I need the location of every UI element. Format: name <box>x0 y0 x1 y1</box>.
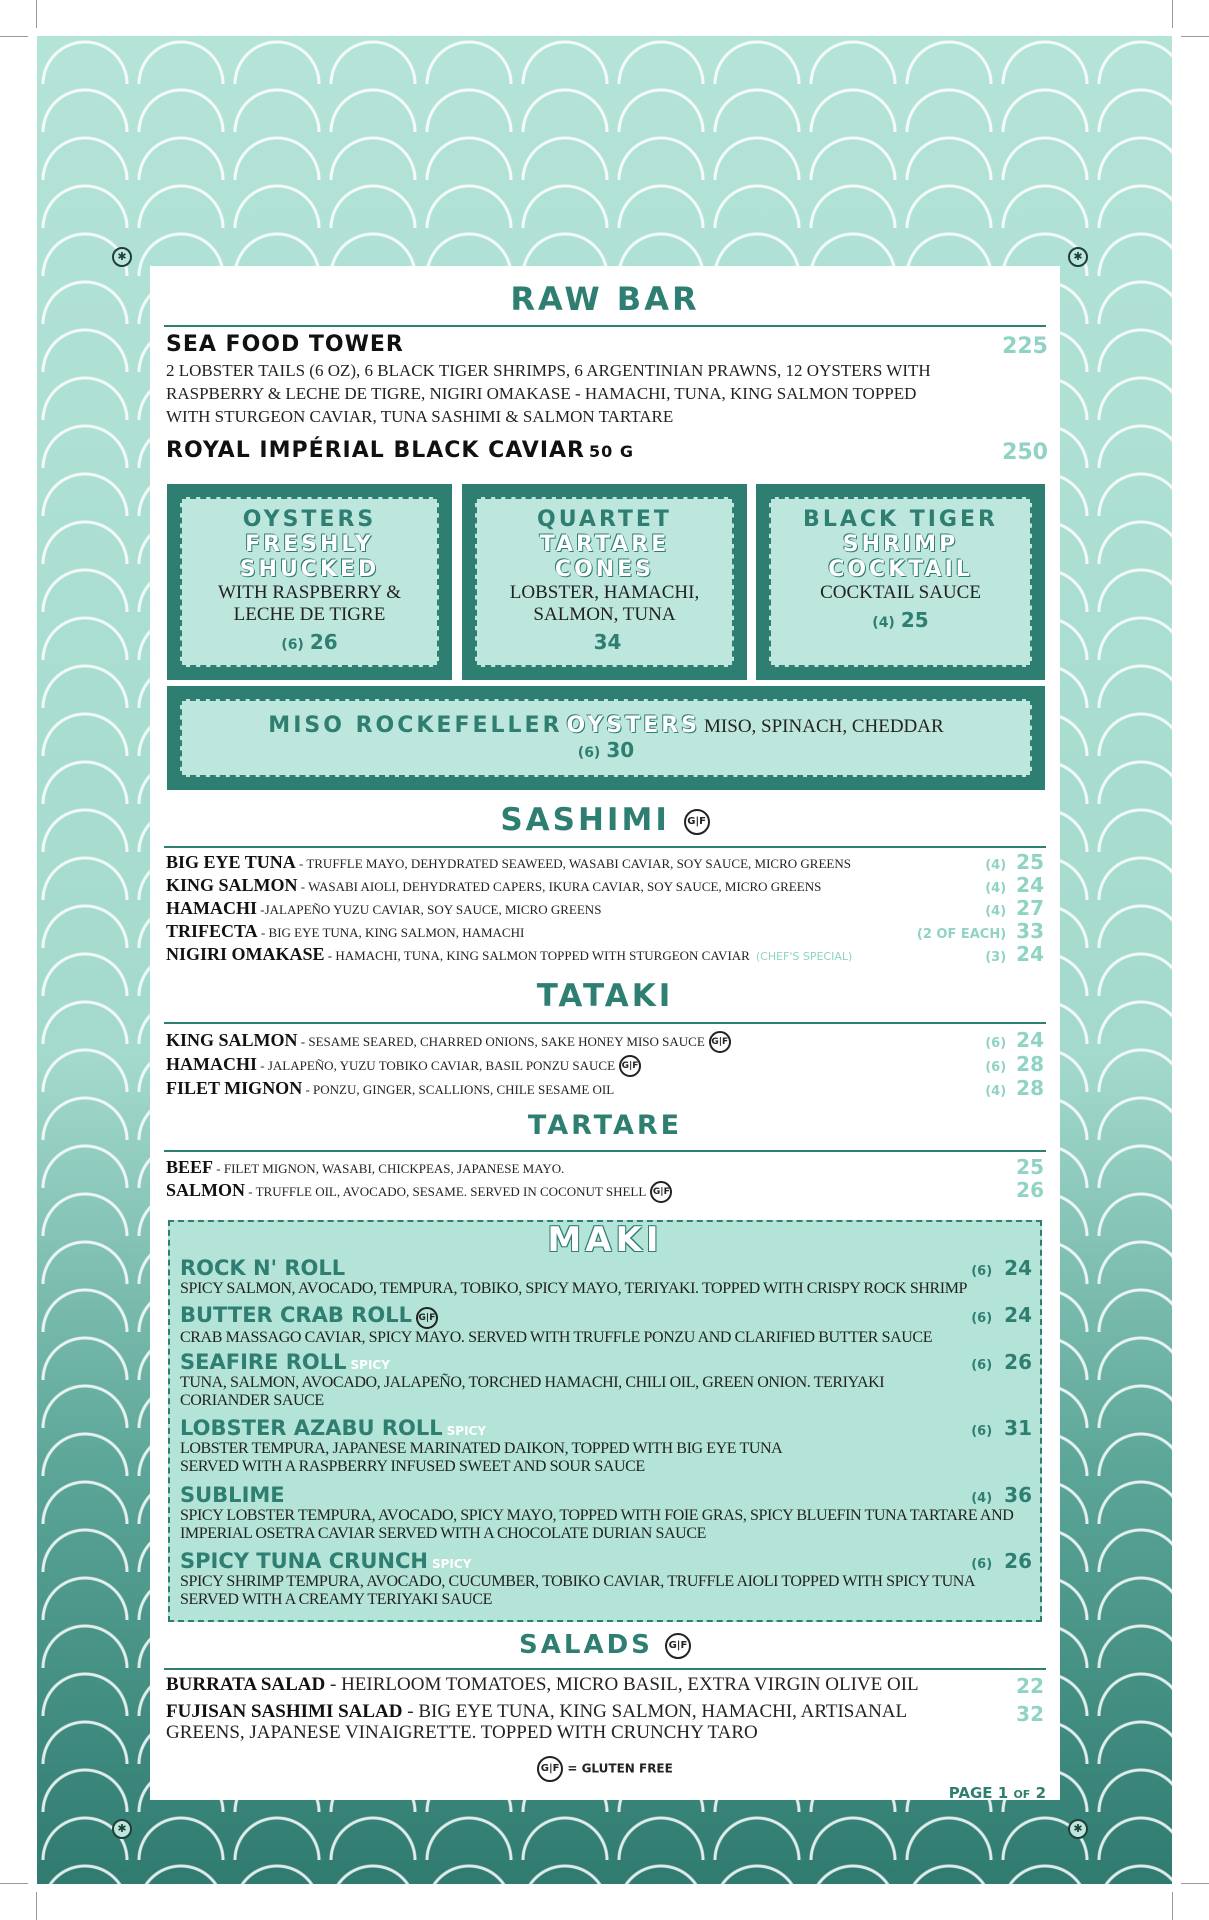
gluten-free-icon: G|F <box>665 1633 691 1659</box>
seafood-tower <box>166 332 946 428</box>
sashimi-item: BIG EYE TUNA - TRUFFLE MAYO, DEHYDRATED SEAWEED, WASABI CAVIAR, SOY SAUCE, MICRO GREENS (4) 25 <box>166 850 1044 874</box>
sashimi-title <box>150 802 1060 838</box>
section-rule <box>164 846 1046 848</box>
shrimp-cocktail-box <box>756 484 1045 680</box>
quartet-box <box>462 484 747 680</box>
gluten-free-icon: G|F <box>684 809 710 835</box>
sashimi-item: NIGIRI OMAKASE - HAMACHI, TUNA, KING SALMON TOPPED WITH STURGEON CAVIAR (CHEF'S SPECIAL) (3) 24 <box>166 942 1044 966</box>
spicy-label: SPICY <box>446 1424 487 1438</box>
box-line3: SHUCKED <box>239 557 380 582</box>
section-rule <box>164 1150 1046 1152</box>
box-line3: COCKTAIL <box>828 557 973 582</box>
tataki-item: FILET MIGNON - PONZU, GINGER, SCALLIONS, CHILE SESAME OIL (4) 28 <box>166 1076 1044 1100</box>
crop-mark <box>36 1892 37 1920</box>
tartare-item: BEEF - FILET MIGNON, WASABI, CHICKPEAS, JAPANESE MAYO. 25 <box>166 1155 1044 1179</box>
box-desc: LOBSTER, HAMACHI, SALMON, TUNA <box>509 582 700 625</box>
maki-item: BUTTER CRAB ROLL G|F CRAB MASSAGO CAVIAR, SPICY MAYO. SERVED WITH TRUFFLE PONZU AND CLARIFIED BUTTER SAUCE (6) 24 <box>180 1303 1032 1347</box>
tartare-title: TARTARE <box>527 1110 683 1141</box>
crop-mark <box>1172 0 1173 28</box>
crop-mark <box>0 1883 28 1884</box>
maki-item: LOBSTER AZABU ROLL SPICY LOBSTER TEMPURA, JAPANESE MARINATED DAIKON, TOPPED WITH BIG EYE TUNA SERVED WITH A RASPBERRY INFUSED SWEET AND SOUR SAUCE (6) 31 <box>180 1416 1032 1475</box>
tartare-item: SALMON - TRUFFLE OIL, AVOCADO, SESAME. SERVED IN COCONUT SHELL G|F 26 <box>166 1178 1044 1202</box>
salad-item: FUJISAN SASHIMI SALAD - BIG EYE TUNA, KING SALMON, HAMACHI, ARTISANAL GREENS, JAPANESE VINAIGRETTE. TOPPED WITH CRUNCHY TARO 32 <box>166 1701 1044 1743</box>
sashimi-item: TRIFECTA - BIG EYE TUNA, KING SALMON, HAMACHI (2 OF EACH) 33 <box>166 919 1044 943</box>
box-line1: OYSTERS <box>242 507 377 532</box>
seafood-tower-name: SEA FOOD TOWER <box>166 332 404 357</box>
crop-mark <box>1181 1883 1209 1884</box>
gluten-free-icon: G|F <box>537 1756 563 1782</box>
miso-qty: (6) <box>577 745 601 761</box>
rivet-icon: ✱ <box>1068 1819 1088 1839</box>
box-line2: SHRIMP <box>842 532 959 557</box>
maki-item: SEAFIRE ROLL SPICY TUNA, SALMON, AVOCADO, JALAPEÑO, TORCHED HAMACHI, CHILI OIL, GREEN ONION. TERIYAKI CORIANDER SAUCE (6) 26 <box>180 1350 1032 1409</box>
maki-item: SUBLIME SPICY LOBSTER TEMPURA, AVOCADO, SPICY MAYO, TOPPED WITH FOIE GRAS, SPICY BLUEFIN TUNA TARTARE AND IMPERIAL OSETRA CAVIAR SERVED WITH A CHOCOLATE DURIAN SAUCE (4) 36 <box>180 1483 1032 1542</box>
salads-title-text: SALADS <box>519 1630 653 1660</box>
rivet-icon: ✱ <box>1068 247 1088 267</box>
rivet-icon: ✱ <box>112 247 132 267</box>
section-rule <box>164 1668 1046 1670</box>
crop-mark <box>1181 36 1209 37</box>
maki-item: ROCK N' ROLL SPICY SALMON, AVOCADO, TEMPURA, TOBIKO, SPICY MAYO, TERIYAKI. TOPPED WITH CRISPY ROCK SHRIMP (6) 24 <box>180 1256 1032 1297</box>
salads-title <box>150 1630 1060 1660</box>
gluten-free-icon: G|F <box>619 1055 641 1077</box>
caviar-name: ROYAL IMPÉRIAL BLACK CAVIAR <box>166 438 585 463</box>
section-rule <box>164 1022 1046 1024</box>
caviar-item <box>166 438 946 463</box>
maki-item: SPICY TUNA CRUNCH SPICY SPICY SHRIMP TEMPURA, AVOCADO, CUCUMBER, TOBIKO CAVIAR, TRUFFLE AIOLI TOPPED WITH SPICY TUNA SERVED WITH A CREAMY TERIYAKI SAUCE (6) 26 <box>180 1549 1032 1608</box>
salad-item: BURRATA SALAD - HEIRLOOM TOMATOES, MICRO BASIL, EXTRA VIRGIN OLIVE OIL 22 <box>166 1674 1044 1698</box>
tataki-title: TATAKI <box>536 978 674 1014</box>
sashimi-item: HAMACHI -JALAPEÑO YUZU CAVIAR, SOY SAUCE, MICRO GREENS (4) 27 <box>166 896 1044 920</box>
miso-name: MISO ROCKEFELLER <box>268 713 563 738</box>
page-number: PAGE 1 OF 2 <box>948 1784 1046 1802</box>
crop-mark <box>0 36 28 37</box>
box-line3: CONES <box>554 557 655 582</box>
box-qty: (4) <box>872 615 895 631</box>
spicy-label: SPICY <box>431 1557 472 1571</box>
gluten-free-icon: G|F <box>416 1307 438 1329</box>
tataki-item: KING SALMON - SESAME SEARED, CHARRED ONIONS, SAKE HONEY MISO SAUCE G|F (6) 24 <box>166 1028 1044 1052</box>
box-price: 25 <box>900 608 929 632</box>
miso-price: 30 <box>606 738 635 762</box>
box-line1: QUARTET <box>537 507 672 532</box>
box-line1: BLACK TIGER <box>803 507 998 532</box>
seafood-tower-price: 225 <box>1002 334 1048 359</box>
maki-title: MAKI <box>547 1220 663 1260</box>
box-desc: WITH RASPBERRY & LECHE DE TIGRE <box>218 582 401 625</box>
seafood-tower-desc: 2 LOBSTER TAILS (6 OZ), 6 BLACK TIGER SHRIMPS, 6 ARGENTINIAN PRAWNS, 12 OYSTERS WITH RASPBERRY & LECHE DE TIGRE, NIGIRI OMAKASE - HAMACHI, TUNA, KING SALMON TOPPED WITH STURGEON CAVIAR, TUNA SASHIMI & SALMON TARTARE <box>166 361 931 426</box>
rivet-icon: ✱ <box>112 1819 132 1839</box>
gluten-free-icon: G|F <box>709 1031 731 1053</box>
tataki-item: HAMACHI - JALAPEÑO, YUZU TOBIKO CAVIAR, BASIL PONZU SAUCE G|F (6) 28 <box>166 1052 1044 1076</box>
miso-desc: MISO, SPINACH, CHEDDAR <box>704 716 944 737</box>
crop-mark <box>36 0 37 28</box>
box-price: 34 <box>593 630 622 654</box>
gluten-free-legend <box>150 1756 1060 1782</box>
legend-text: = GLUTEN FREE <box>567 1761 673 1776</box>
caviar-size: 50 G <box>588 442 634 461</box>
box-price: 26 <box>309 630 338 654</box>
box-line2: FRESHLY <box>245 532 374 557</box>
caviar-price: 250 <box>1002 440 1048 465</box>
section-rule <box>164 325 1046 327</box>
box-desc: COCKTAIL SAUCE <box>820 582 981 603</box>
gluten-free-icon: G|F <box>650 1181 672 1203</box>
chef-special-note: (CHEF'S SPECIAL) <box>755 950 853 963</box>
spicy-label: SPICY <box>350 1358 390 1372</box>
miso-name-oysters: OYSTERS <box>566 713 701 738</box>
box-qty: (6) <box>281 637 304 653</box>
sashimi-item: KING SALMON - WASABI AIOLI, DEHYDRATED CAPERS, IKURA CAVIAR, SOY SAUCE, MICRO GREENS (4) 24 <box>166 873 1044 897</box>
sashimi-title-text: SASHIMI <box>500 802 670 838</box>
miso-rockefeller-box <box>167 686 1045 790</box>
crop-mark <box>1172 1892 1173 1920</box>
raw-bar-title: RAW BAR <box>510 280 700 318</box>
menu-card <box>150 266 1060 1800</box>
maki-panel <box>168 1220 1042 1622</box>
box-line2: TARTARE <box>539 532 670 557</box>
oysters-box <box>167 484 452 680</box>
